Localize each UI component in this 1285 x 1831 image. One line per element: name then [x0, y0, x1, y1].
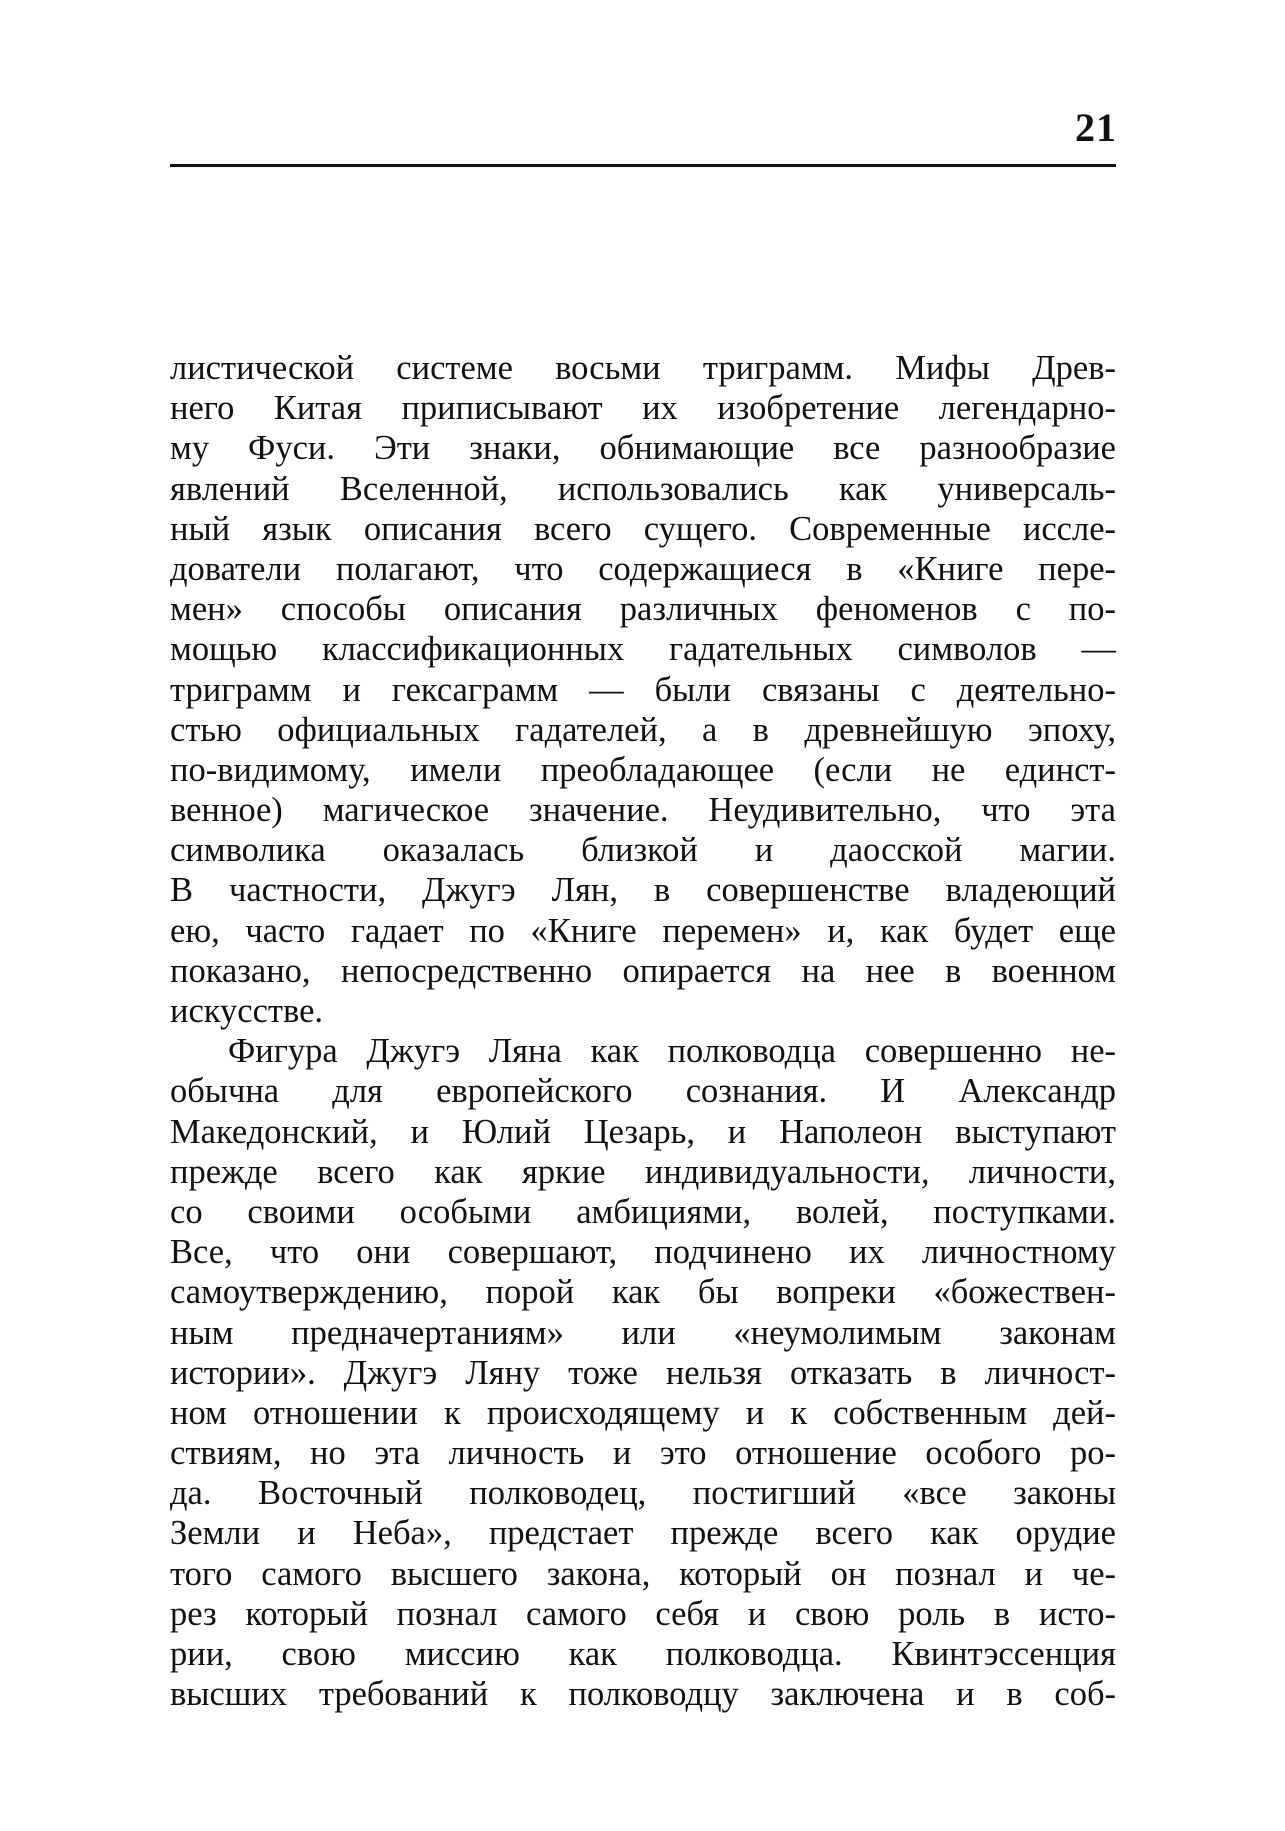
text-line: искусстве.: [170, 992, 324, 1030]
text-line: символика оказалась близкой и даосской магии.: [170, 831, 1116, 870]
text-line: му Фуси. Эти знаки, обнимающие все разнообразие: [170, 429, 1116, 468]
text-line: Фигура Джугэ Ляна как полководца совершенно не-: [228, 1032, 1116, 1071]
text-line: да. Восточный полководец, постигший «все законы: [170, 1474, 1116, 1513]
paragraph-1: [170, 348, 1116, 1031]
text-line: самоутверждению, порой как бы вопреки «божествен-: [170, 1273, 1116, 1312]
text-line: Земли и Неба», предстает прежде всего как орудие: [170, 1514, 1116, 1553]
text-line: листической системе восьми триграмм. Мифы Древ-: [170, 349, 1116, 387]
text-line: венное) магическое значение. Неудивительно, что эта: [170, 791, 1116, 830]
paragraph-2: [170, 1031, 1116, 1714]
text-line: Все, что они совершают, подчинено их личностному: [170, 1233, 1116, 1272]
text-line: В частности, Джугэ Лян, в совершенстве владеющий: [170, 871, 1116, 910]
header-rule: [170, 164, 1116, 167]
text-line: ном отношении к происходящему и к собственным дей-: [170, 1393, 1116, 1432]
text-line: рез который познал самого себя и свою роль в исто-: [170, 1594, 1116, 1633]
text-line: истории». Джугэ Ляну тоже нельзя отказать в личност-: [170, 1353, 1116, 1392]
text-line: дователи полагают, что содержащиеся в «Книге пере-: [170, 549, 1116, 588]
text-line: явлений Вселенной, использовались как универсаль-: [170, 469, 1116, 508]
text-line: показано, непосредственно опирается на нее в военном: [170, 951, 1116, 990]
text-line: Македонский, и Юлий Цезарь, и Наполеон выступают: [170, 1112, 1116, 1151]
text-line: того самого высшего закона, который он познал и че-: [170, 1554, 1116, 1593]
text-line: него Китая приписывают их изобретение легендарно-: [170, 389, 1116, 428]
text-line: мен» способы описания различных феноменов с по-: [170, 590, 1116, 629]
text-line: стью официальных гадателей, а в древнейшую эпоху,: [170, 710, 1116, 749]
text-line: рии, свою миссию как полководца. Квинтэссенция: [170, 1635, 1116, 1673]
body-text: [170, 348, 1116, 1714]
text-line: мощью классификационных гадательных символов —: [170, 630, 1116, 669]
page-number: 21: [1075, 105, 1117, 150]
text-line: ный язык описания всего сущего. Современные иссле-: [170, 509, 1116, 548]
text-line: ствиям, но эта личность и это отношение особого ро-: [170, 1434, 1116, 1473]
text-line: по-видимому, имели преобладающее (если не единст-: [170, 750, 1116, 789]
text-line: обычна для европейского сознания. И Александр: [170, 1072, 1116, 1111]
text-line: ею, часто гадает по «Книге перемен» и, как будет еще: [170, 911, 1116, 950]
text-line: со своими особыми амбициями, волей, поступками.: [170, 1192, 1116, 1231]
text-line: прежде всего как яркие индивидуальности, личности,: [170, 1152, 1116, 1191]
text-line: высших требований к полководцу заключена и в соб-: [170, 1675, 1116, 1714]
text-line: триграмм и гексаграмм — были связаны с деятельно-: [170, 670, 1116, 709]
text-line: ным предначертаниям» или «неумолимым законам: [170, 1313, 1116, 1352]
